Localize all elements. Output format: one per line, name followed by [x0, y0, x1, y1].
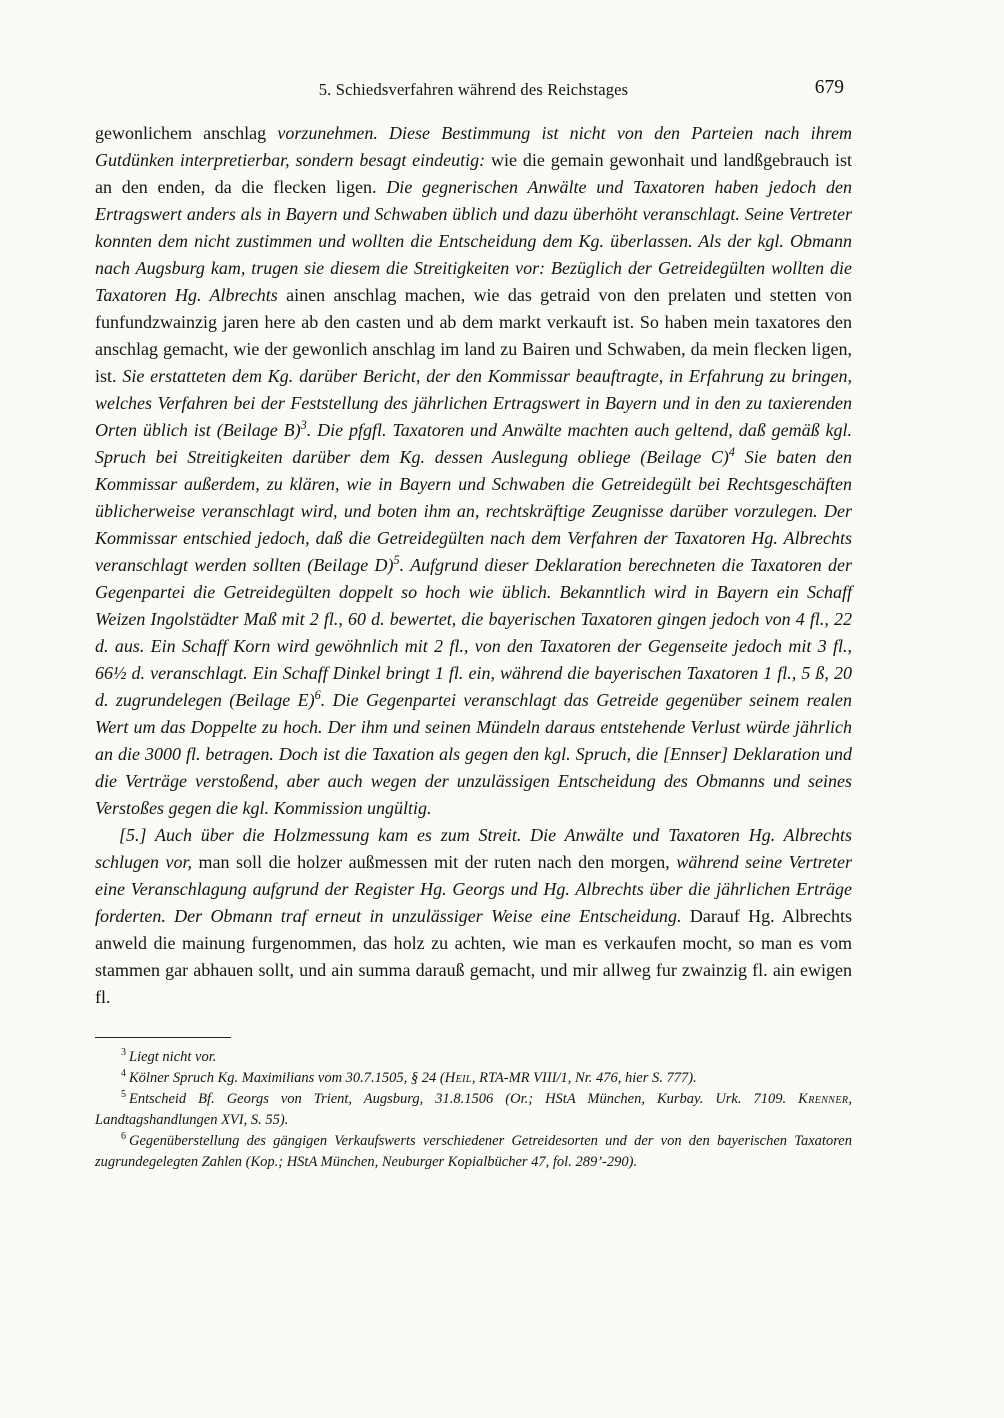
paragraph-section-5: [5.] Auch über die Holzmessung kam es zum Streit. Die Anwälte und Taxatoren Hg. Albrechts schlugen vor, man soll die holzer außmessen mit der ruten nach den morgen, während seine Vertreter eine Veranschlagung aufgrund der Register Hg. Georgs und Hg. Albrechts über die jährlichen Erträge forderten. Der Obmann traf erneut in unzulässiger Weise eine Entscheidung. Darauf Hg. Albrechts anweld die mainung furgenommen, das holz zu achten, wie man es verkaufen mocht, so man es vom stammen gar abhauen sollt, und ain summa darauß gemacht, und mir allweg fur zwainzig fl. ain ewigen fl. — [95, 825, 852, 1007]
footnote-marker: 3 — [121, 1047, 126, 1059]
footnote-text: Entscheid Bf. Georgs von Trient, Augsburg, 31.8.1506 (Or.; HStA München, Kurbay. Urk. 7109. Krenner, Landtagshandlungen XVI, S. 55). — [95, 1091, 852, 1128]
footnote-text: Gegenüberstellung des gängigen Verkaufswerts verschiedener Getreidesorten und der von den bayerischen Taxatoren zugrundegelegten Zahlen (Kop.; HStA München, Neuburger Kopialbücher 47, fol. 289’-290). — [95, 1133, 852, 1170]
footnote-text: Liegt nicht vor. — [129, 1049, 217, 1065]
footnote-marker: 4 — [121, 1068, 126, 1080]
footnote-marker: 5 — [121, 1089, 126, 1101]
footnote — [95, 1068, 852, 1089]
page-header — [95, 77, 852, 110]
footnote — [95, 1047, 852, 1068]
footnote-marker: 6 — [121, 1131, 126, 1143]
page-number: 679 — [814, 77, 844, 98]
footnote — [95, 1089, 852, 1131]
paragraph-continuation: gewonlichem anschlag vorzunehmen. Diese Bestimmung ist nicht von den Parteien nach ihrem Gutdünken interpretierbar, sondern besagt eindeutig: wie die gemain gewonhait und landßgebrauch ist an den enden, da die flecken ligen. Die gegnerischen Anwälte und Taxatoren haben jedoch den Ertragswert anders als in Bayern und Schwaben üblich und dazu überhöht veranschlagt. Seine Vertreter konnten dem nicht zustimmen und wollten die Entscheidung dem Kg. überlassen. Als der kgl. Obmann nach Augsburg kam, trugen sie diesem die Streitigkeiten vor: Bezüglich der Getreidegülten wollten die Taxatoren Hg. Albrechts ainen anschlag machen, wie das getraid von den prelaten und stetten von funfundzwainzig jaren here ab den casten und ab dem markt verkauft ist. So haben mein taxatores den anschlag gemacht, wie der gewonlich anschlag im land zu Bairen und Schwaben, da mein flecken ligen, ist. Sie erstatteten dem Kg. darüber Bericht, der den Kommissar beauftragte, in Erfahrung zu bringen, welches Verfahren bei der Feststellung des jährlichen Ertragswert in Bayern und in den zu taxierenden Orten üblich ist (Beilage B)$^3$. Die pfgfl. Taxatoren und Anwälte machten auch geltend, daß gemäß kgl. Spruch bei Streitigkeiten darüber dem Kg. dessen Auslegung obliege (Beilage C)$^4$ Sie baten den Kommissar außerdem, zu klären, wie in Bayern und Schwaben die Getreidegült bei Rechtsgeschäften üblicherweise veranschlagt wird, und boten ihm an, rechtskräftige Zeugnisse darüber vorzulegen. Der Kommissar entschied jedoch, daß die Getreidegülten nach dem Verfahren der Taxatoren Hg. Albrechts veranschlagt werden sollten (Beilage D)$^5$. Aufgrund dieser Deklaration berechneten die Taxatoren der Gegenpartei die Getreidegülten doppelt so hoch wie üblich. Bekanntlich wird in Bayern ein Schaff Weizen Ingolstädter Maß mit 2 fl., 60 d. bewertet, die bayerischen Taxatoren gingen jedoch von 4 fl., 22 d. aus. Ein Schaff Korn wird gewöhnlich mit 2 fl., von den Taxatoren der Gegenseite jedoch mit 3 fl., 66½ d. veranschlagt. Ein Schaff Dinkel bringt 1 fl. ein, während die bayerischen Taxatoren 1 fl., 5 ß, 20 d. zugrundelegen (Beilage E)$^6$. Die Gegenpartei veranschlagt das Getreide gegenüber seinem realen Wert um das Doppelte zu hoch. Der ihm und seinen Mündeln daraus entstehende Verlust würde jährlich an die 3000 fl. betragen. Doch ist die Taxation als gegen den kgl. Spruch, die [Ennser] Deklaration und die Verträge verstoßend, aber auch wegen der unzulässigen Entscheidung des Obmanns und seines Verstoßes gegen die kgl. Kommission ungültig. — [95, 123, 853, 818]
text-block — [95, 77, 853, 1173]
running-head-title: 5. Schiedsverfahren während des Reichstages — [318, 80, 629, 99]
footnote-rule — [95, 1037, 231, 1038]
main-text — [95, 120, 852, 1011]
footnote-text: Kölner Spruch Kg. Maximilians vom 30.7.1505, § 24 (Heil, RTA-MR VIII/1, Nr. 476, hier S. 777). — [129, 1070, 697, 1086]
footnotes — [95, 1047, 852, 1173]
footnote — [95, 1131, 852, 1173]
